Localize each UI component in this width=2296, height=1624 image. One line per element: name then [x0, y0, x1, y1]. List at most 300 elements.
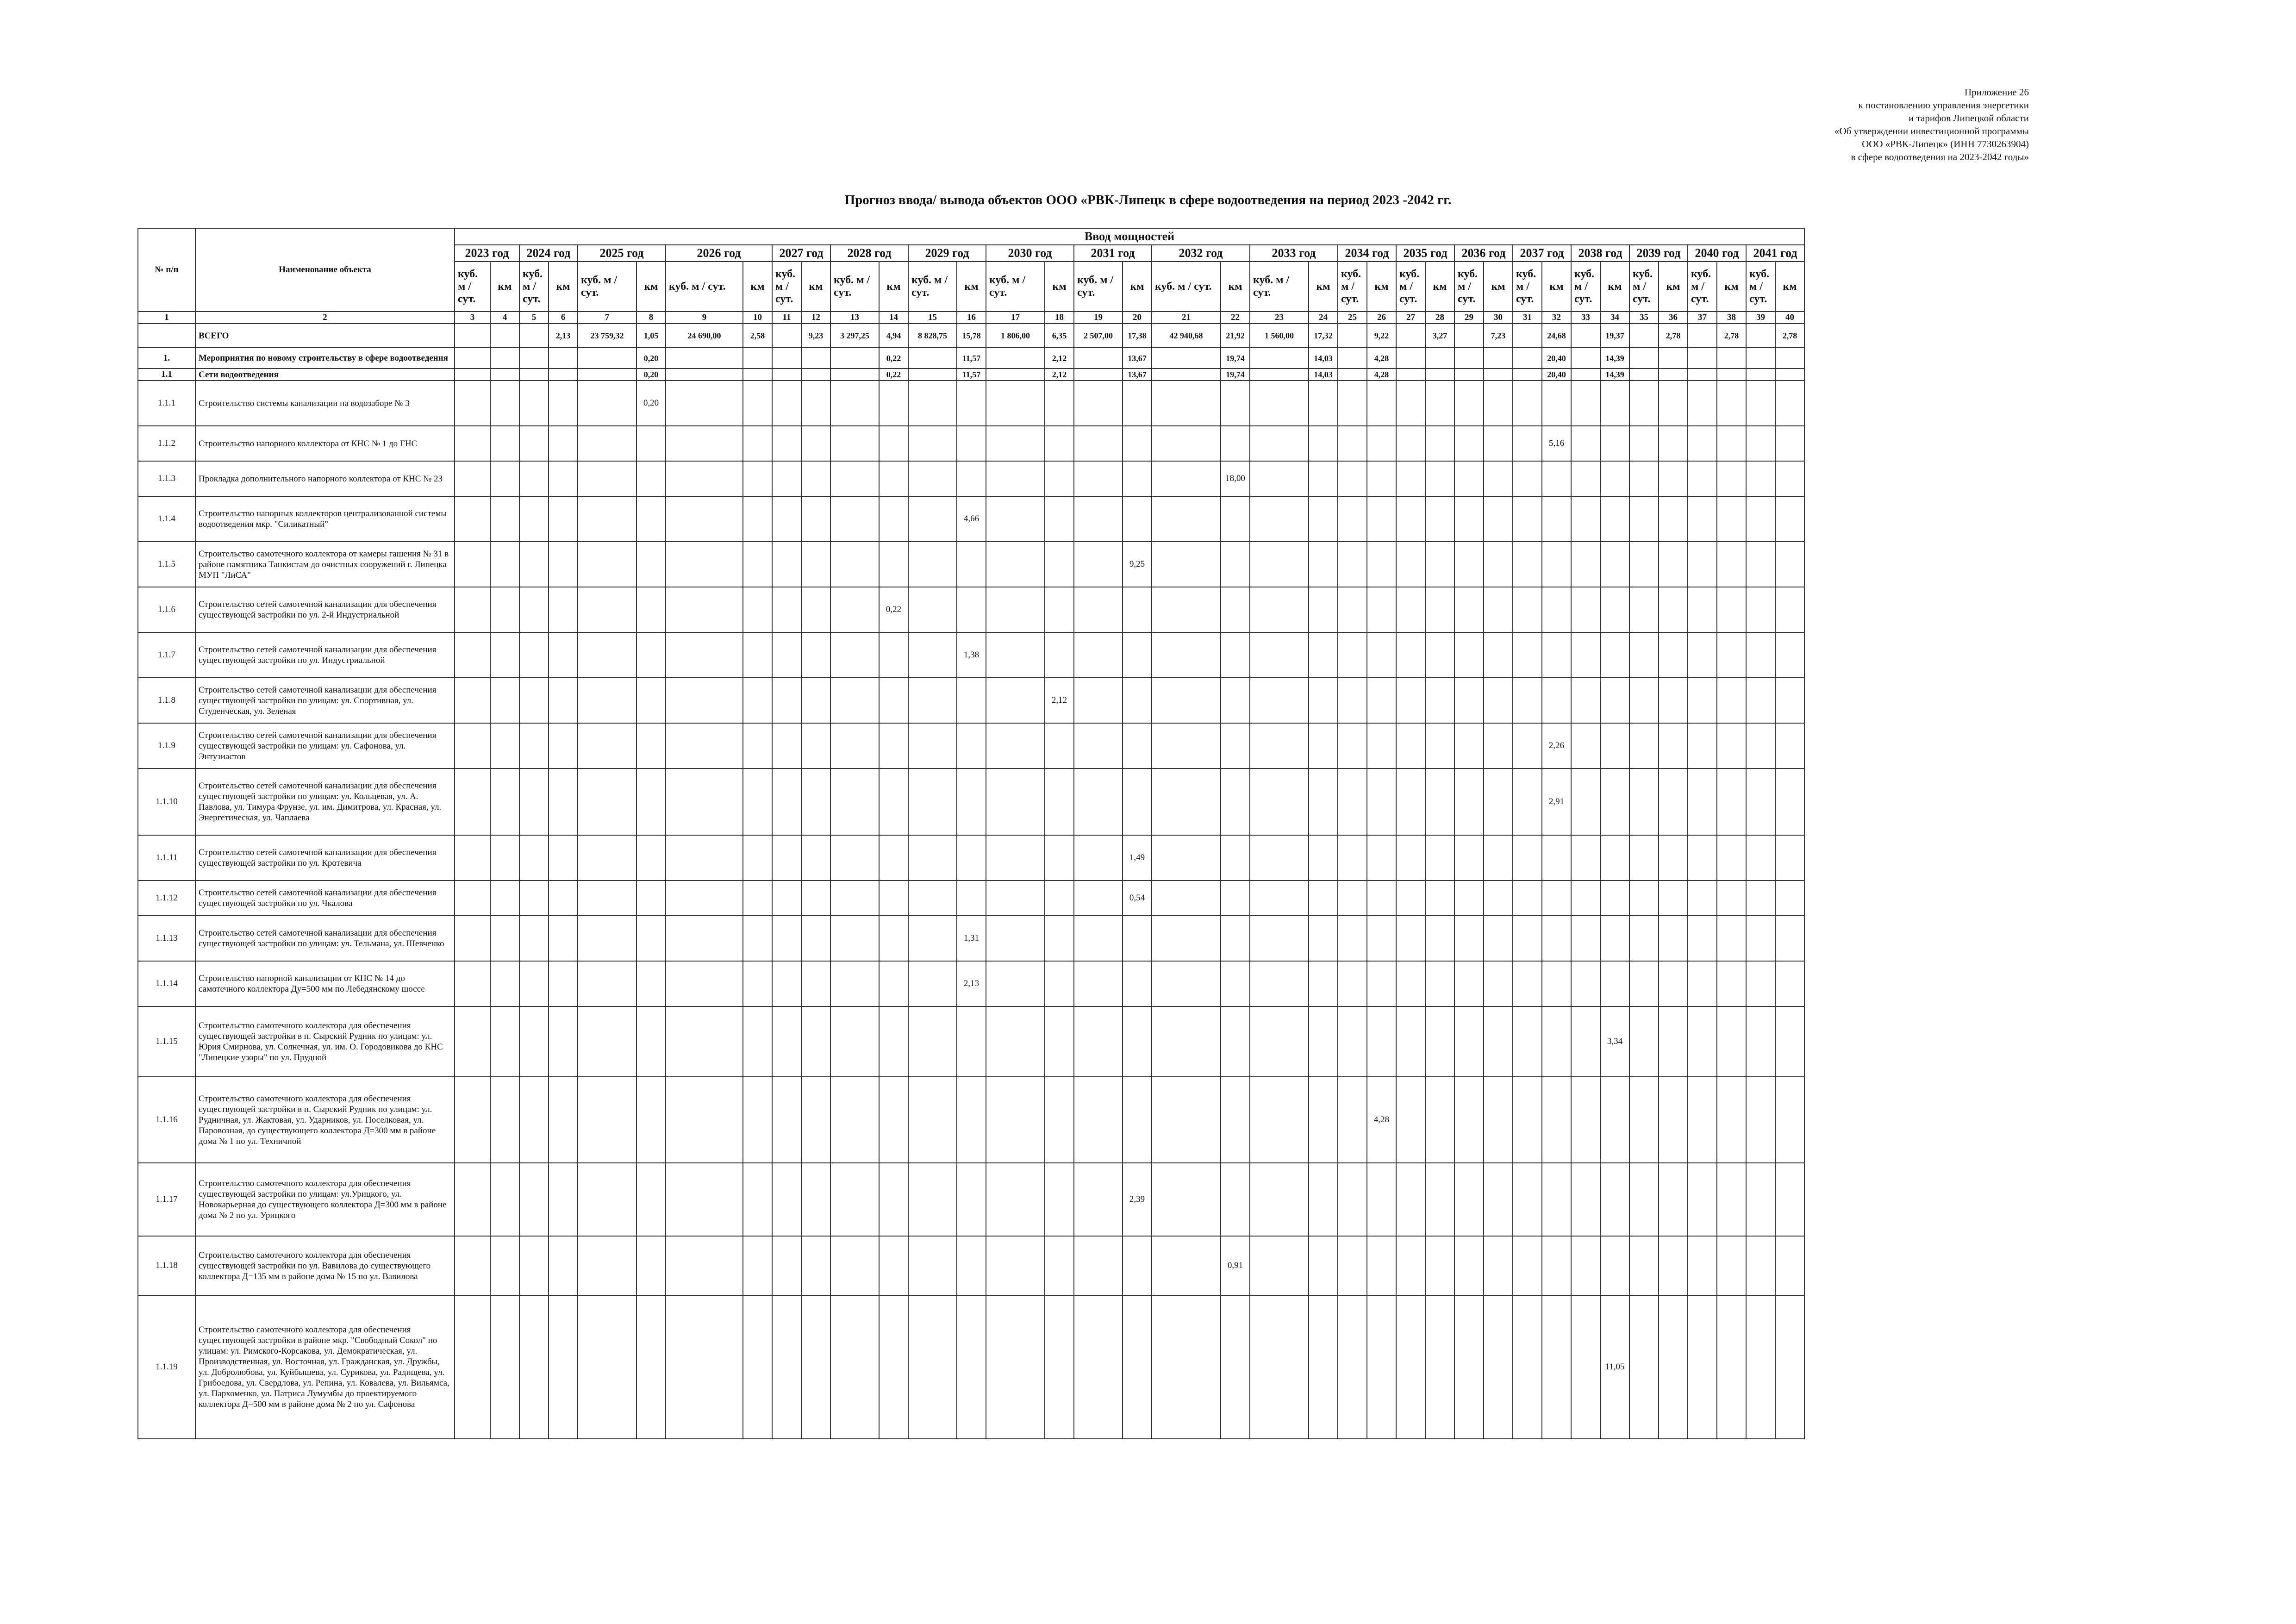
table-cell	[1717, 678, 1746, 723]
table-cell	[1629, 916, 1659, 961]
table-cell	[666, 461, 743, 496]
table-cell	[1367, 835, 1396, 881]
table-cell	[1484, 381, 1513, 426]
table-cell	[1250, 1163, 1309, 1236]
table-cell	[772, 461, 801, 496]
row-number: 1.1.9	[138, 723, 195, 768]
table-cell	[1775, 632, 1804, 678]
table-cell	[986, 723, 1045, 768]
table-cell	[1659, 542, 1688, 587]
year-header: 2039 год	[1629, 245, 1688, 262]
table-cell	[1746, 587, 1775, 632]
table-cell	[1367, 461, 1396, 496]
table-cell	[1571, 961, 1600, 1006]
row-number: 1.1.5	[138, 542, 195, 587]
table-cell	[1717, 381, 1746, 426]
table-cell	[1309, 426, 1338, 461]
table-cell	[549, 678, 578, 723]
table-cell	[1045, 1163, 1074, 1236]
table-row	[138, 369, 1804, 381]
table-cell	[1221, 723, 1250, 768]
table-row	[138, 768, 1804, 835]
table-cell	[772, 587, 801, 632]
table-cell	[1396, 835, 1425, 881]
table-cell: 21,92	[1221, 324, 1250, 348]
column-number: 32	[1542, 312, 1571, 324]
table-cell	[957, 881, 986, 916]
table-cell	[1484, 632, 1513, 678]
table-cell	[1629, 723, 1659, 768]
table-cell	[1775, 768, 1804, 835]
table-cell	[772, 496, 801, 542]
table-cell	[490, 381, 519, 426]
table-cell	[1688, 1163, 1717, 1236]
table-cell	[1074, 723, 1123, 768]
table-cell	[1659, 1236, 1688, 1295]
table-cell	[578, 587, 636, 632]
table-cell	[1542, 632, 1571, 678]
table-cell	[1659, 461, 1688, 496]
table-cell	[636, 496, 666, 542]
table-cell	[1600, 496, 1629, 542]
table-cell	[1659, 881, 1688, 916]
table-cell	[1367, 587, 1396, 632]
table-cell	[1454, 587, 1484, 632]
table-cell	[490, 961, 519, 1006]
table-cell	[1454, 348, 1484, 369]
table-cell	[549, 369, 578, 381]
table-cell	[1542, 496, 1571, 542]
table-cell	[1367, 1295, 1396, 1439]
table-cell	[908, 1295, 957, 1439]
table-cell	[1513, 632, 1542, 678]
table-cell	[1688, 768, 1717, 835]
table-cell	[1309, 381, 1338, 426]
table-cell	[666, 587, 743, 632]
table-cell	[908, 426, 957, 461]
table-cell	[1221, 1006, 1250, 1077]
table-cell	[772, 369, 801, 381]
table-cell	[801, 542, 830, 587]
year-header: 2027 год	[772, 245, 830, 262]
table-cell	[1513, 678, 1542, 723]
table-cell	[1152, 678, 1221, 723]
table-cell	[1152, 587, 1221, 632]
unit-km-header: км	[801, 262, 830, 312]
column-number: 10	[743, 312, 772, 324]
table-cell	[1775, 1006, 1804, 1077]
table-cell	[772, 1295, 801, 1439]
table-cell	[1484, 348, 1513, 369]
table-cell: 2,39	[1123, 1163, 1152, 1236]
table-cell	[1338, 542, 1367, 587]
table-cell	[1659, 1295, 1688, 1439]
table-cell	[1425, 587, 1454, 632]
table-cell	[1221, 1163, 1250, 1236]
table-cell	[490, 632, 519, 678]
table-cell	[1775, 835, 1804, 881]
table-cell	[986, 587, 1045, 632]
table-cell	[1775, 1236, 1804, 1295]
row-name: Строительство сетей самотечной канализации для обеспечения существующей застройки по улицам: ул. Тельмана, ул. Шевченко	[195, 916, 455, 961]
table-cell	[957, 587, 986, 632]
table-cell	[1152, 835, 1221, 881]
row-number: 1.1.3	[138, 461, 195, 496]
table-cell	[801, 678, 830, 723]
table-cell	[455, 881, 490, 916]
table-cell	[1221, 426, 1250, 461]
table-cell	[455, 632, 490, 678]
row-number: 1.1.11	[138, 835, 195, 881]
table-cell: 1 806,00	[986, 324, 1045, 348]
table-cell	[830, 426, 879, 461]
table-cell: 4,28	[1367, 1077, 1396, 1163]
table-cell	[957, 1295, 986, 1439]
table-cell	[772, 768, 801, 835]
table-cell	[801, 632, 830, 678]
table-cell	[772, 678, 801, 723]
table-cell	[636, 1006, 666, 1077]
table-cell: 0,91	[1221, 1236, 1250, 1295]
table-cell	[1542, 1077, 1571, 1163]
unit-km-header: км	[1367, 262, 1396, 312]
table-cell: 2,12	[1045, 369, 1074, 381]
table-cell	[1629, 768, 1659, 835]
table-row	[138, 916, 1804, 961]
unit-volume-header: куб. м / сут.	[1250, 262, 1309, 312]
table-cell	[772, 324, 801, 348]
table-cell: 24,68	[1542, 324, 1571, 348]
year-header: 2037 год	[1513, 245, 1571, 262]
table-cell	[1250, 632, 1309, 678]
table-cell	[1309, 1006, 1338, 1077]
table-cell	[830, 587, 879, 632]
header-note-line: Приложение 26	[1965, 87, 2029, 98]
table-cell	[1746, 1236, 1775, 1295]
table-cell	[1367, 723, 1396, 768]
table-cell	[666, 1236, 743, 1295]
table-cell	[1152, 1077, 1221, 1163]
table-cell	[879, 881, 908, 916]
table-cell	[1688, 461, 1717, 496]
table-cell	[1659, 1163, 1688, 1236]
table-cell	[490, 426, 519, 461]
table-cell	[1123, 961, 1152, 1006]
table-cell	[1775, 348, 1804, 369]
table-cell	[666, 678, 743, 723]
table-cell	[1571, 1006, 1600, 1077]
column-number: 23	[1250, 312, 1309, 324]
unit-volume-header: куб. м / сут.	[772, 262, 801, 312]
row-name: Строительство напорных коллекторов централизованной системы водоотведения мкр. "Силикатный"	[195, 496, 455, 542]
table-cell	[801, 426, 830, 461]
table-cell	[1074, 1077, 1123, 1163]
table-cell	[1746, 961, 1775, 1006]
table-cell	[830, 496, 879, 542]
table-cell	[908, 1236, 957, 1295]
table-cell	[490, 324, 519, 348]
table-cell	[1484, 916, 1513, 961]
table-cell	[455, 1077, 490, 1163]
table-cell	[1152, 542, 1221, 587]
unit-km-header: км	[879, 262, 908, 312]
table-cell	[772, 1077, 801, 1163]
table-cell	[666, 381, 743, 426]
table-cell	[908, 461, 957, 496]
table-cell	[1309, 632, 1338, 678]
table-cell	[986, 461, 1045, 496]
table-cell	[1454, 461, 1484, 496]
table-cell	[1571, 496, 1600, 542]
table-cell	[1367, 1006, 1396, 1077]
table-cell	[1484, 369, 1513, 381]
table-cell	[1600, 1236, 1629, 1295]
table-cell	[1513, 723, 1542, 768]
table-cell	[1688, 324, 1717, 348]
table-cell	[1659, 496, 1688, 542]
table-cell	[1659, 348, 1688, 369]
row-number: 1.	[138, 348, 195, 369]
table-cell	[801, 348, 830, 369]
table-cell	[1542, 916, 1571, 961]
table-cell	[636, 723, 666, 768]
table-cell	[666, 632, 743, 678]
row-name: Строительство сетей самотечной канализации для обеспечения существующей застройки по улицам: ул. Сафонова, ул. Энтузиастов	[195, 723, 455, 768]
table-cell: 1 560,00	[1250, 324, 1309, 348]
table-cell	[1746, 496, 1775, 542]
table-cell	[1717, 632, 1746, 678]
table-cell: 2,91	[1542, 768, 1571, 835]
table-cell	[1396, 1295, 1425, 1439]
table-row	[138, 348, 1804, 369]
table-cell	[1074, 496, 1123, 542]
table-cell	[879, 1006, 908, 1077]
table-row	[138, 587, 1804, 632]
table-cell	[636, 1236, 666, 1295]
table-cell	[908, 1006, 957, 1077]
table-cell	[1074, 461, 1123, 496]
table-cell	[1045, 1295, 1074, 1439]
table-cell	[1571, 348, 1600, 369]
table-cell	[1074, 369, 1123, 381]
table-cell	[1775, 1295, 1804, 1439]
table-cell	[455, 426, 490, 461]
table-cell	[519, 542, 549, 587]
table-cell	[1250, 426, 1309, 461]
table-cell	[1571, 542, 1600, 587]
table-cell	[1571, 881, 1600, 916]
table-cell	[1338, 461, 1367, 496]
table-cell	[455, 1295, 490, 1439]
table-cell	[1425, 496, 1454, 542]
year-header: 2028 год	[830, 245, 908, 262]
column-number: 8	[636, 312, 666, 324]
table-cell	[490, 369, 519, 381]
table-cell	[1338, 587, 1367, 632]
column-number: 16	[957, 312, 986, 324]
table-cell: 17,38	[1123, 324, 1152, 348]
table-cell	[1629, 1077, 1659, 1163]
table-cell	[490, 768, 519, 835]
table-cell	[666, 426, 743, 461]
table-cell	[986, 542, 1045, 587]
table-cell	[1309, 835, 1338, 881]
table-cell	[1484, 587, 1513, 632]
table-cell: 19,37	[1600, 324, 1629, 348]
table-cell	[1513, 496, 1542, 542]
table-cell	[1123, 678, 1152, 723]
table-cell: 4,94	[879, 324, 908, 348]
table-cell	[578, 961, 636, 1006]
table-cell	[801, 461, 830, 496]
table-cell	[1338, 1295, 1367, 1439]
table-cell	[1629, 961, 1659, 1006]
table-cell	[1513, 542, 1542, 587]
table-cell	[908, 961, 957, 1006]
table-cell: 2,58	[743, 324, 772, 348]
unit-km-header: км	[957, 262, 986, 312]
unit-volume-header: куб. м / сут.	[830, 262, 879, 312]
table-cell	[1688, 678, 1717, 723]
table-cell	[1542, 542, 1571, 587]
table-cell	[1396, 768, 1425, 835]
table-cell	[1396, 369, 1425, 381]
table-cell	[1123, 632, 1152, 678]
table-cell	[578, 1236, 636, 1295]
table-row	[138, 632, 1804, 678]
table-cell	[879, 542, 908, 587]
column-number: 3	[455, 312, 490, 324]
table-cell	[1045, 723, 1074, 768]
unit-km-header: км	[1123, 262, 1152, 312]
table-cell	[830, 381, 879, 426]
year-header: 2030 год	[986, 245, 1074, 262]
table-cell	[1688, 496, 1717, 542]
table-cell	[1775, 542, 1804, 587]
table-cell: 6,35	[1045, 324, 1074, 348]
table-cell	[908, 1077, 957, 1163]
table-cell	[908, 768, 957, 835]
table-cell	[830, 881, 879, 916]
table-cell	[1542, 1163, 1571, 1236]
table-cell	[455, 1236, 490, 1295]
column-number: 17	[986, 312, 1045, 324]
table-cell	[1659, 723, 1688, 768]
table-cell	[1396, 1163, 1425, 1236]
table-cell	[1074, 632, 1123, 678]
row-name: Строительство самотечного коллектора для обеспечения существующей застройки в районе мкр. "Свободный Сокол" по улицам: ул. Римского-Корсакова, ул. Демократическая, ул. Производственная, ул. Восточная, ул. Гражданская, ул. Дружбы, ул. Добролюбова, ул. Куйбышева, ул. Сурикова, ул. Радищева, ул. Грибоедова, ул. Свердлова, ул. Репина, ул. Ковалева, ул. Вильямса, ул. Пархоменко, ул. Патриса Лумумбы до проектируемого коллектора Д=500 мм в районе дома № 2 по ул. Сафонова	[195, 1295, 455, 1439]
table-cell	[957, 381, 986, 426]
table-cell	[1454, 426, 1484, 461]
table-cell	[1045, 881, 1074, 916]
table-cell	[908, 496, 957, 542]
table-cell	[879, 835, 908, 881]
table-cell	[549, 916, 578, 961]
table-cell	[743, 542, 772, 587]
table-cell	[1396, 678, 1425, 723]
table-cell	[908, 835, 957, 881]
table-cell	[1659, 426, 1688, 461]
table-cell	[879, 961, 908, 1006]
table-cell	[1542, 1236, 1571, 1295]
table-cell	[1600, 916, 1629, 961]
column-number: 36	[1659, 312, 1688, 324]
table-cell	[1123, 768, 1152, 835]
row-name: Строительство сетей самотечной канализации для обеспечения существующей застройки по ул. 2-й Индустриальной	[195, 587, 455, 632]
table-row	[138, 1163, 1804, 1236]
table-cell	[636, 632, 666, 678]
table-cell	[1221, 381, 1250, 426]
table-cell	[1513, 881, 1542, 916]
table-cell: 4,28	[1367, 348, 1396, 369]
table-cell	[578, 1295, 636, 1439]
header-note	[1713, 86, 2029, 163]
column-number: 40	[1775, 312, 1804, 324]
table-cell	[549, 1163, 578, 1236]
table-cell	[1152, 381, 1221, 426]
table-cell	[772, 426, 801, 461]
table-cell	[636, 835, 666, 881]
table-cell: 5,16	[1542, 426, 1571, 461]
table-cell: 9,25	[1123, 542, 1152, 587]
table-cell	[1309, 881, 1338, 916]
table-cell	[666, 1295, 743, 1439]
table-cell	[1484, 496, 1513, 542]
table-cell	[1629, 1006, 1659, 1077]
table-cell	[1152, 496, 1221, 542]
table-cell	[801, 881, 830, 916]
table-cell	[743, 632, 772, 678]
table-cell	[1250, 1236, 1309, 1295]
table-cell	[879, 1163, 908, 1236]
table-cell	[1250, 381, 1309, 426]
table-cell	[1513, 381, 1542, 426]
table-cell	[801, 1295, 830, 1439]
table-cell	[578, 461, 636, 496]
unit-volume-header: куб. м / сут.	[1152, 262, 1221, 312]
table-cell	[1513, 461, 1542, 496]
table-cell: 24 690,00	[666, 324, 743, 348]
table-row	[138, 723, 1804, 768]
unit-km-header: км	[549, 262, 578, 312]
table-cell: 2,78	[1659, 324, 1688, 348]
row-number: 1.1.13	[138, 916, 195, 961]
table-cell	[1717, 1077, 1746, 1163]
row-number: 1.1.14	[138, 961, 195, 1006]
table-cell	[1123, 587, 1152, 632]
table-row	[138, 881, 1804, 916]
year-header: 2024 год	[519, 245, 578, 262]
table-cell	[1454, 881, 1484, 916]
table-cell	[1309, 1295, 1338, 1439]
table-cell	[986, 961, 1045, 1006]
table-cell	[1484, 461, 1513, 496]
row-name: Строительство сетей самотечной канализации для обеспечения существующей застройки по ул. Чкалова	[195, 881, 455, 916]
table-cell	[1513, 348, 1542, 369]
table-cell	[1659, 369, 1688, 381]
table-cell	[1152, 632, 1221, 678]
table-cell	[743, 348, 772, 369]
table-wrapper	[137, 228, 1805, 1439]
table-cell	[801, 835, 830, 881]
table-cell	[519, 1077, 549, 1163]
table-cell	[830, 369, 879, 381]
table-cell	[1717, 768, 1746, 835]
table-cell	[1221, 916, 1250, 961]
table-cell	[666, 723, 743, 768]
table-cell	[772, 542, 801, 587]
unit-volume-header: куб. м / сут.	[986, 262, 1045, 312]
